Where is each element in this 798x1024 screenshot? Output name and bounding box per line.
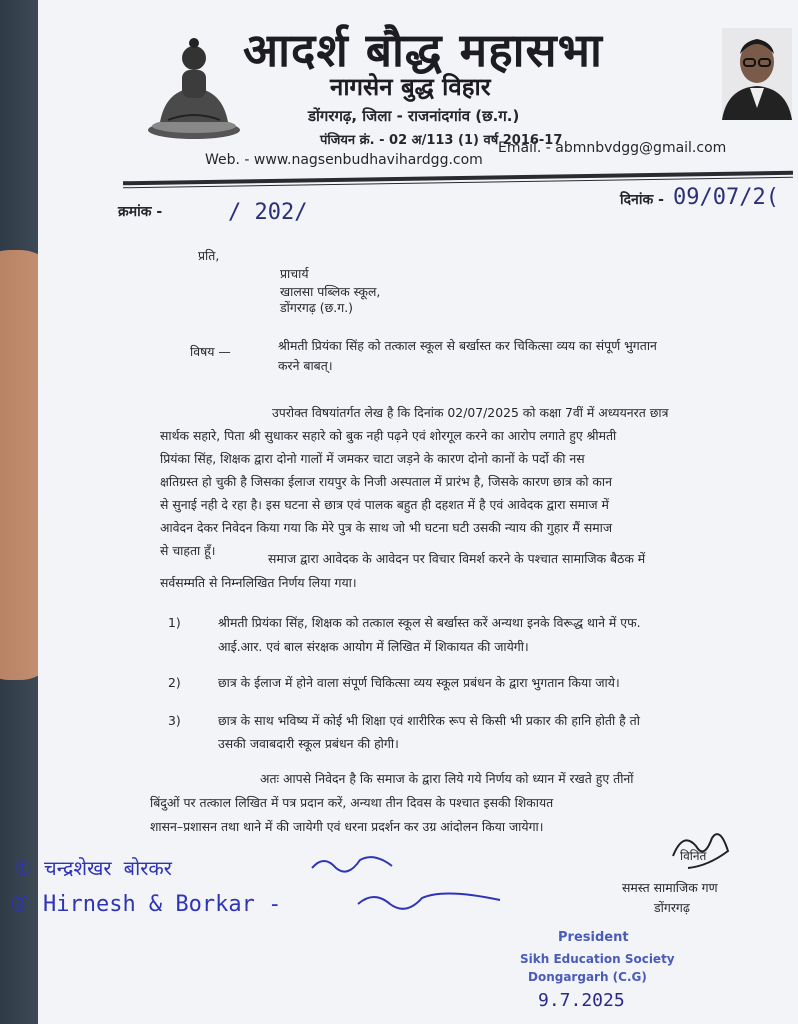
para1-line: से चाहता हूँ।: [160, 543, 216, 558]
subject-line2: करने बाबत्।: [278, 358, 333, 373]
ambedkar-portrait-icon: [722, 28, 792, 120]
para2-line: सर्वसम्मति से निम्नलिखित निर्णय लिया गया।: [160, 575, 357, 590]
closing-place: डोंगरगढ़: [654, 900, 690, 915]
letter-document: [10, 0, 798, 1024]
para3-line: बिंदुओं पर तत्काल लिखित में पत्र प्रदान करें, अन्यथा तीन दिवस के पश्चात इसकी शिकायत: [150, 795, 554, 810]
point-line: छात्र के ईलाज में होने वाला संपूर्ण चिकित्सा व्यय स्कूल प्रबंधन के द्वारा भुगतान किया जाये।: [218, 675, 620, 690]
para3-line: अतः आपसे निवेदन है कि समाज के द्वारा लिये गये निर्णय को ध्यान में रखते हुए तीनों: [260, 771, 634, 786]
signature-mark-icon: [668, 826, 738, 876]
para1-line: से सुनाई नही दे रहा है। इस घटना से छात्र एवं पालक बहुत ही दहशत में है एवं आवेदक द्वारा समाज में: [160, 497, 609, 512]
para1-line: उपरोक्त विषयांतर्गत लेख है कि दिनांक 02/07/2025 को कक्षा 7वीं में अध्ययनरत छात्र: [272, 405, 669, 420]
point-line: श्रीमती प्रियंका सिंह, शिक्षक को तत्काल स्कूल से बर्खास्त करें अन्यथा इनके विरूद्ध थाने में एफ.: [218, 615, 641, 630]
website: Web. - www.nagsenbudhavihardgg.com: [205, 152, 483, 168]
recipient-prati: प्रति,: [198, 248, 220, 263]
letterhead: [38, 0, 798, 190]
para2-line: समाज द्वारा आवेदक के आवेदन पर विचार विमर्श करने के पश्चात सामाजिक बैठक में: [268, 551, 646, 566]
para1-line: आवेदन देकर निवेदन किया गया कि मेरे पुत्र के साथ जो भी घटना घटी उसकी न्याय की गुहार मैं समाज: [160, 520, 613, 535]
point-line: आई.आर. एवं बाल संरक्षक आयोग में लिखित में शिकायत की जायेगी।: [218, 639, 529, 654]
registration-number: पंजियन क्रं. - 02 अ/113 (1) वर्ष 2016-17: [320, 133, 563, 148]
stamp-location: Dongargarh (C.G): [528, 970, 647, 984]
buddha-logo-icon: [146, 30, 242, 140]
signature-scribble-icon: [308, 850, 398, 880]
recipient-line1: प्राचार्य: [280, 266, 309, 281]
location: डोंगरगढ़, जिला - राजनांदगांव (छ.ग.): [308, 107, 520, 125]
stamp-president: President: [558, 930, 629, 945]
subject-label: विषय —: [190, 344, 231, 359]
point-number: 3): [168, 713, 181, 728]
stamp-society: Sikh Education Society: [520, 952, 675, 966]
point-line: छात्र के साथ भविष्य में कोई भी शिक्षा एवं शारीरिक रूप से किसी भी प्रकार की हानि होती है तो: [218, 713, 640, 728]
handwritten-date: 9.7.2025: [538, 990, 625, 1011]
closing-vinit: विनित: [680, 849, 707, 863]
reference-number: / 202/: [228, 200, 308, 225]
reference-label: क्रमांक -: [118, 204, 163, 220]
handwritten-signature-1: ① चन्द्रशेखर बोरकर: [14, 856, 172, 880]
closing-samaj: समस्त सामाजिक गण: [622, 880, 718, 895]
organization-title: आदर्श बौद्ध महासभा: [243, 23, 603, 77]
para1-line: सार्थक सहारे, पिता श्री सुधाकर सहारे को बुक नही पढ़ने एवं शोरगूल करने का आरोप लगाते हुए श्रीमती: [160, 428, 617, 443]
handwritten-signature-2: ② Hirnesh & Borkar -: [10, 892, 282, 917]
para1-line: क्षतिग्रस्त हो चुकी है जिसका ईलाज रायपुर के निजी अस्पताल में प्रारंभ है, जिसके कारण छात्र को कान: [160, 474, 612, 489]
point-number: 1): [168, 615, 181, 630]
point-number: 2): [168, 675, 181, 690]
email: Email. - abmnbvdgg@gmail.com: [498, 140, 727, 156]
date-label: दिनांक -: [620, 192, 664, 208]
vihar-name: नागसेन बुद्ध विहार: [330, 73, 491, 101]
point-line: उसकी जवाबदारी स्कूल प्रबंधन की होगी।: [218, 736, 399, 751]
recipient-line3: डोंगरगढ़ (छ.ग.): [280, 300, 353, 315]
date-value: 09/07/2(: [673, 185, 779, 210]
recipient-line2: खालसा पब्लिक स्कूल,: [280, 284, 381, 299]
para3-line: शासन–प्रशासन तथा थाने में की जायेगी एवं धरना प्रदर्शन कर उग्र आंदोलन किया जायेगा।: [150, 819, 544, 834]
subject-line1: श्रीमती प्रियंका सिंह को तत्काल स्कूल से बर्खास्त कर चिकित्सा व्यय का संपूर्ण भुगतान: [278, 338, 657, 353]
para1-line: प्रियंका सिंह, शिक्षक द्वारा दोनो गालों में जमकर चाटा जड़ने के कारण दोनो कानों के पर्दो की नस: [160, 451, 585, 466]
signature-scribble-icon: [354, 884, 504, 920]
